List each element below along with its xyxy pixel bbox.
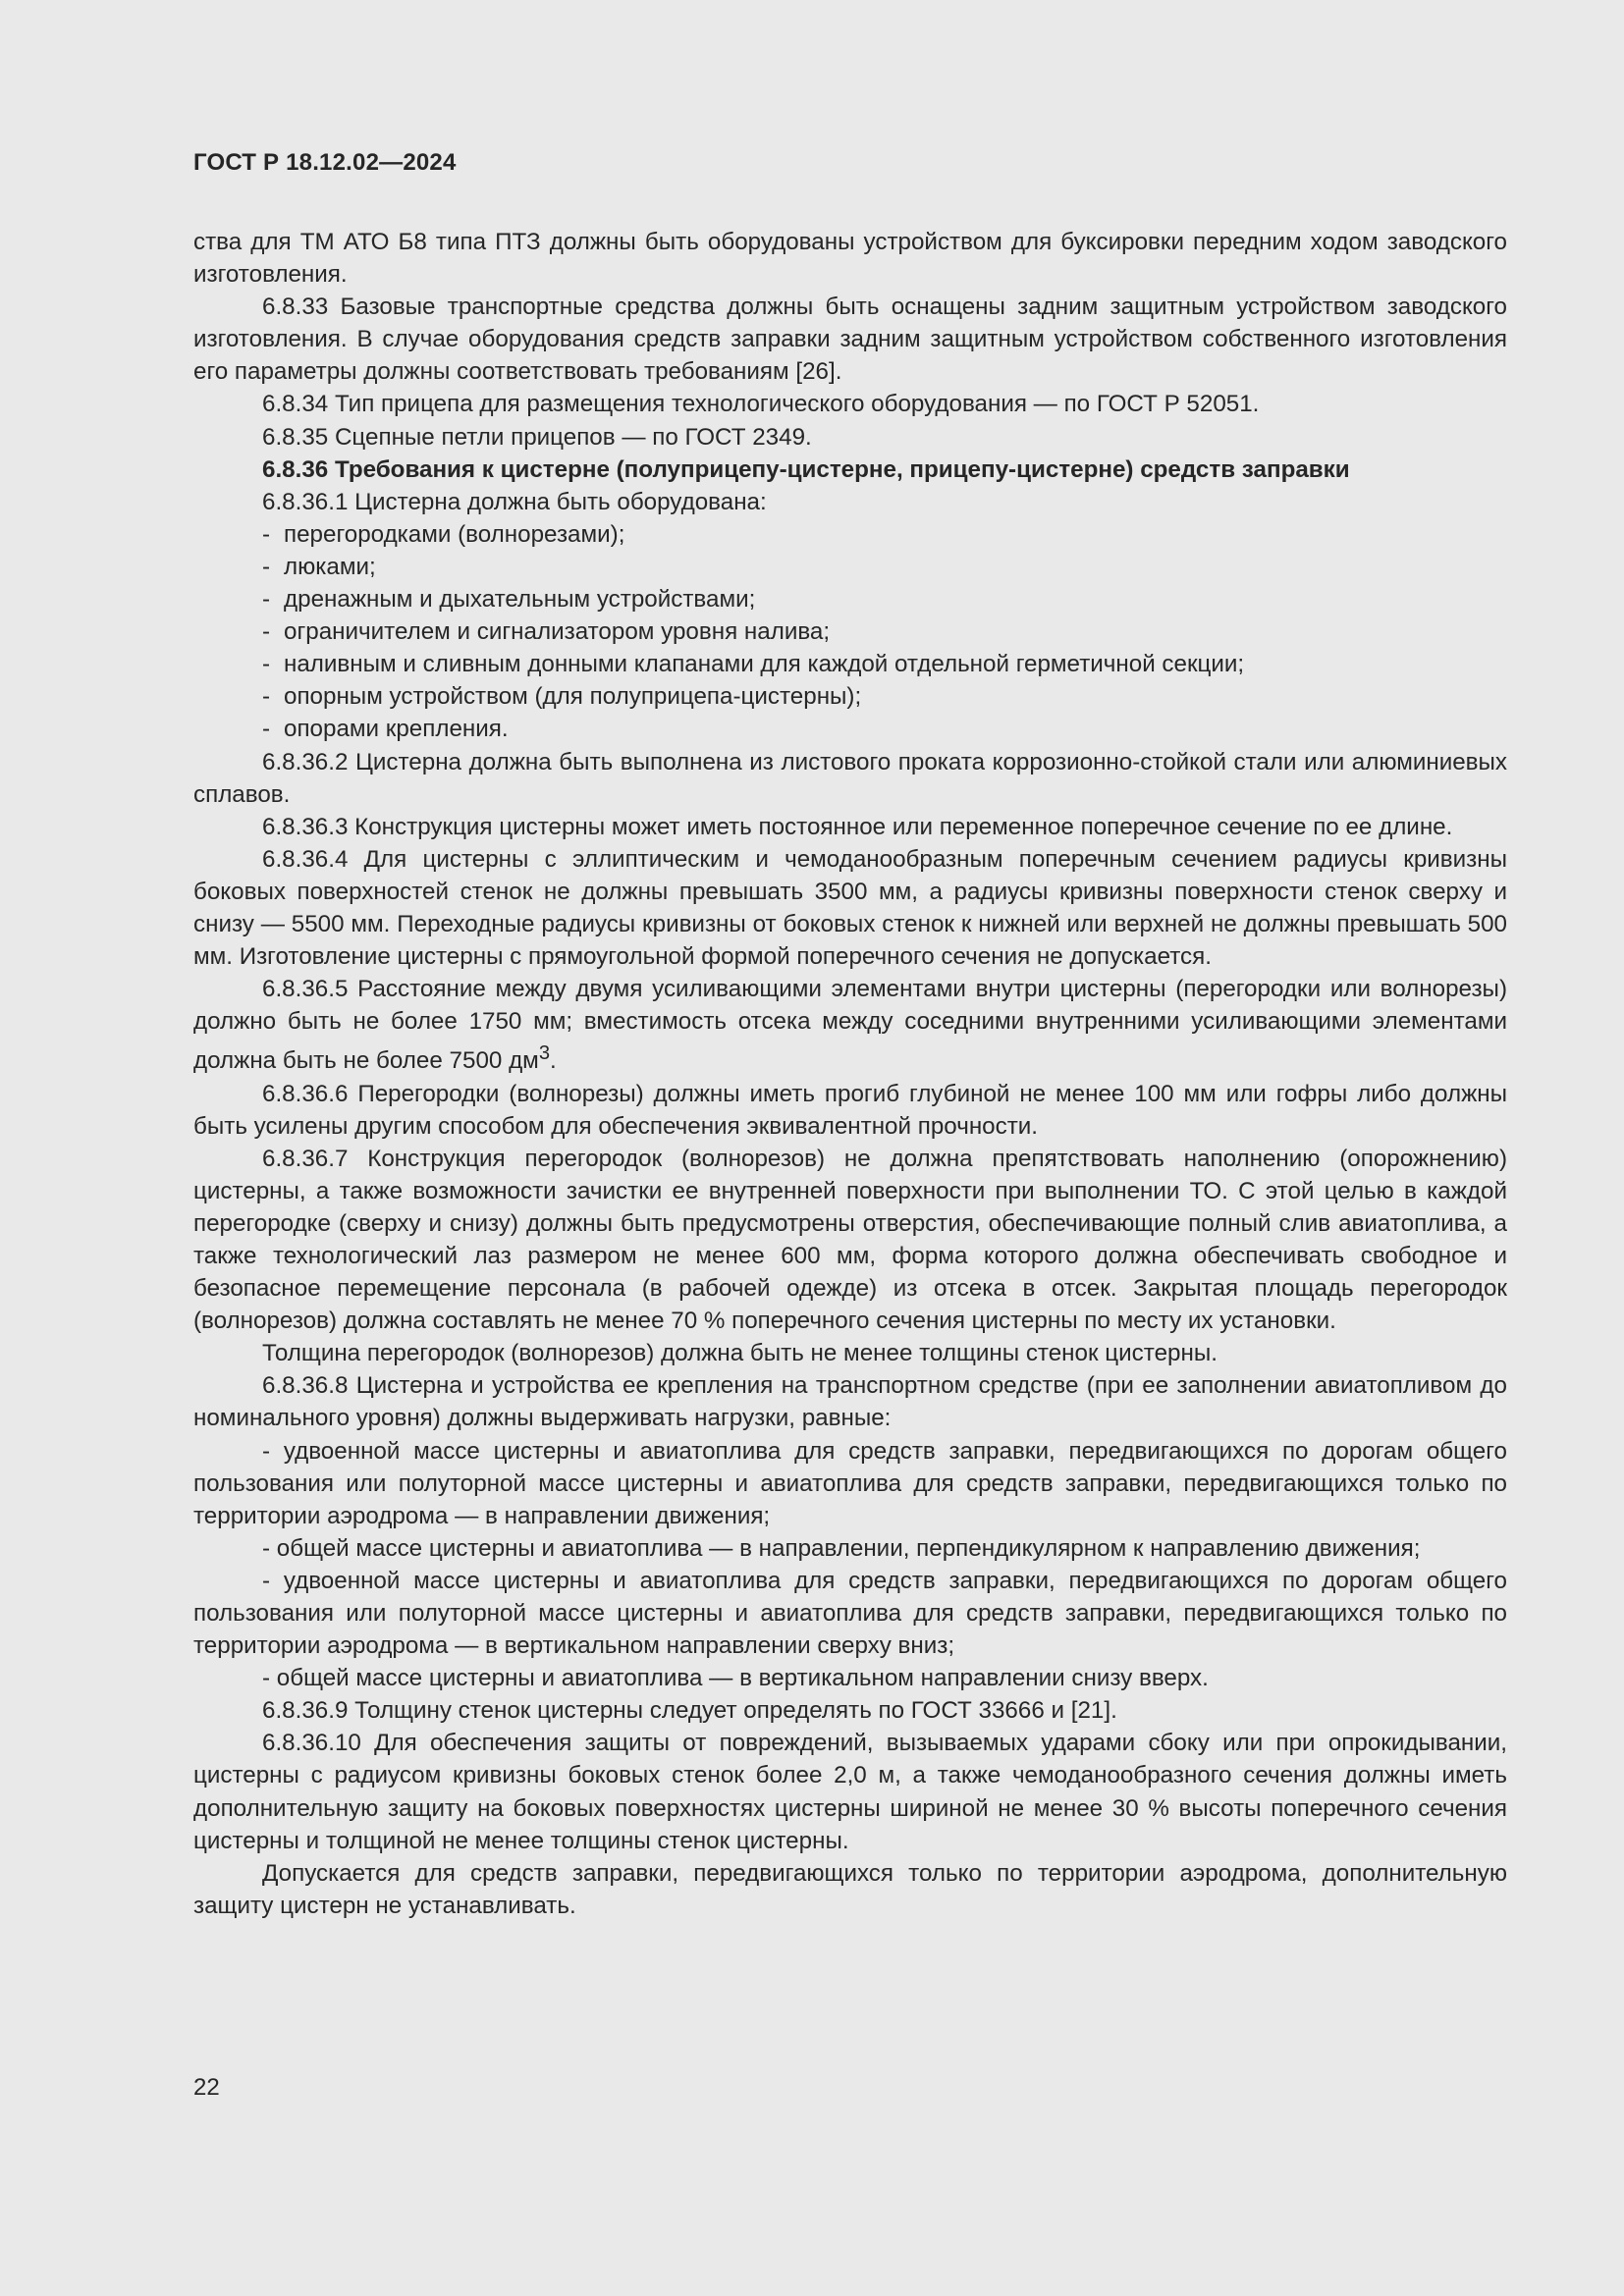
list-item: - ограничителем и сигнализатором уровня налива; [262, 618, 831, 646]
paragraph-6-8-36-5: 6.8.36.5 Расстояние между двумя усиливающими элементами внутри цистерны (перегородки или волнорезы) должно быть не более 1750 мм; вместимость отсека между соседними внутренними усиливающими элементами должна быть не более 7500 $дм^3$. [193, 976, 1507, 1075]
page-number: 22 [193, 2074, 220, 2101]
list-item: - общей массе цистерны и авиатоплива — в направлении, перпендикулярном к направлению движения; [262, 1534, 1421, 1562]
paragraph-6-8-36-7: 6.8.36.7 Конструкция перегородок (волнорезов) не должна препятствовать наполнению (опорожнению) цистерны, а также возможности зачистки ее внутренней поверхности при выполнении ТО. С этой целью в каждой перегородке (сверху и снизу) должны быть предусмотрены отверстия, обеспечивающие полный слив авиатоплива, а также технологический лаз размером не менее 600 мм, форма которого должна обеспечивать свободное и безопасное перемещение персонала (в рабочей одежде) из отсека в отсек. Закрытая площадь перегородок (волнорезов) должна составлять не менее 70 % поперечного сечения цистерны по месту их установки. [193, 1145, 1507, 1335]
list-item: - опорным устройством (для полуприцепа-цистерны); [262, 683, 862, 711]
paragraph-6-8-33: 6.8.33 Базовые транспортные средства должны быть оснащены задним защитным устройством заводского изготовления. В случае оборудования средств заправки задним защитным устройством собственного изготовления его параметры должны соответствовать требованиям [26]. [193, 294, 1507, 386]
list-item: - люками; [262, 553, 376, 580]
list-item: - наливным и сливным донными клапанами для каждой отдельной герметичной секции; [262, 651, 1245, 678]
list-item: - дренажным и дыхательным устройствами; [262, 586, 756, 614]
paragraph-6-8-36-9: 6.8.36.9 Толщину стенок цистерны следует определять по ГОСТ 33666 и [21]. [262, 1697, 1117, 1725]
paragraph-continuation: ства для ТМ АТО Б8 типа ПТЗ должны быть оборудованы устройством для буксировки передним ходом заводского изготовления. [193, 229, 1507, 289]
paragraph-6-8-36-2: 6.8.36.2 Цистерна должна быть выполнена из листового проката коррозионно-стойкой стали или алюминиевых сплавов. [193, 748, 1507, 808]
superscript: 3 [538, 1042, 551, 1065]
paragraph-thickness: Толщина перегородок (волнорезов) должна быть не менее толщины стенок цистерны. [262, 1340, 1218, 1367]
paragraph-6-8-36-1: 6.8.36.1 Цистерна должна быть оборудована: [262, 488, 767, 515]
paragraph-6-8-35: 6.8.35 Сцепные петли прицепов — по ГОСТ 2349. [262, 423, 812, 451]
list-item: - перегородками (волнорезами); [262, 520, 625, 548]
document-body [193, 226, 1507, 1922]
section-heading-6-8-36: 6.8.36 Требования к цистерне (полуприцепу-цистерне, прицепу-цистерне) средств заправки [262, 455, 1350, 483]
document-header: ГОСТ Р 18.12.02—2024 [193, 149, 457, 176]
paragraph-6-8-36-4: 6.8.36.4 Для цистерны с эллиптическим и чемоданообразным поперечным сечением радиусы кривизны боковых поверхностей стенок не должны превышать 3500 мм, а радиусы кривизны поверхности стенок сверху и снизу — 5500 мм. Переходные радиусы кривизны от боковых стенок к нижней или верхней не должны превышать 500 мм. Изготовление цистерны с прямоугольной формой поперечного сечения не допускается. [193, 845, 1507, 971]
paragraph-6-8-36-6: 6.8.36.6 Перегородки (волнорезы) должны иметь прогиб глубиной не менее 100 мм или гофры либо должны быть усилены другим способом для обеспечения эквивалентной прочности. [193, 1080, 1507, 1140]
list-item: - удвоенной массе цистерны и авиатоплива для средств заправки, передвигающихся по дорогам общего пользования или полуторной массе цистерны и авиатоплива для средств заправки, передвигающихся только по территории аэродрома — в вертикальном направлении сверху вниз; [193, 1567, 1507, 1660]
paragraph-allowance: Допускается для средств заправки, передвигающихся только по территории аэродрома, дополнительную защиту цистерн не устанавливать. [193, 1859, 1507, 1919]
list-item: - общей массе цистерны и авиатоплива — в вертикальном направлении снизу вверх. [262, 1665, 1209, 1692]
paragraph-6-8-36-8: 6.8.36.8 Цистерна и устройства ее крепления на транспортном средстве (при ее заполнении авиатопливом до номинального уровня) должны выдерживать нагрузки, равные: [193, 1372, 1507, 1432]
list-item: - удвоенной массе цистерны и авиатоплива для средств заправки, передвигающихся по дорогам общего пользования или полуторной массе цистерны и авиатоплива для средств заправки, передвигающихся только по территории аэродрома — в направлении движения; [193, 1437, 1507, 1529]
paragraph-6-8-36-10: 6.8.36.10 Для обеспечения защиты от повреждений, вызываемых ударами сбоку или при опрокидывании, цистерны с радиусом кривизны боковых стенок более 2,0 м, а также чемоданообразного сечения должны иметь дополнительную защиту на боковых поверхностях цистерны шириной не менее 30 % высоты поперечного сечения цистерны и толщиной не менее толщины стенок цистерны. [193, 1730, 1507, 1854]
list-item: - опорами крепления. [262, 716, 509, 743]
paragraph-6-8-34: 6.8.34 Тип прицепа для размещения технологического оборудования — по ГОСТ Р 52051. [262, 391, 1260, 418]
paragraph-6-8-36-3: 6.8.36.3 Конструкция цистерны может иметь постоянное или переменное поперечное сечение по ее длине. [262, 813, 1453, 840]
